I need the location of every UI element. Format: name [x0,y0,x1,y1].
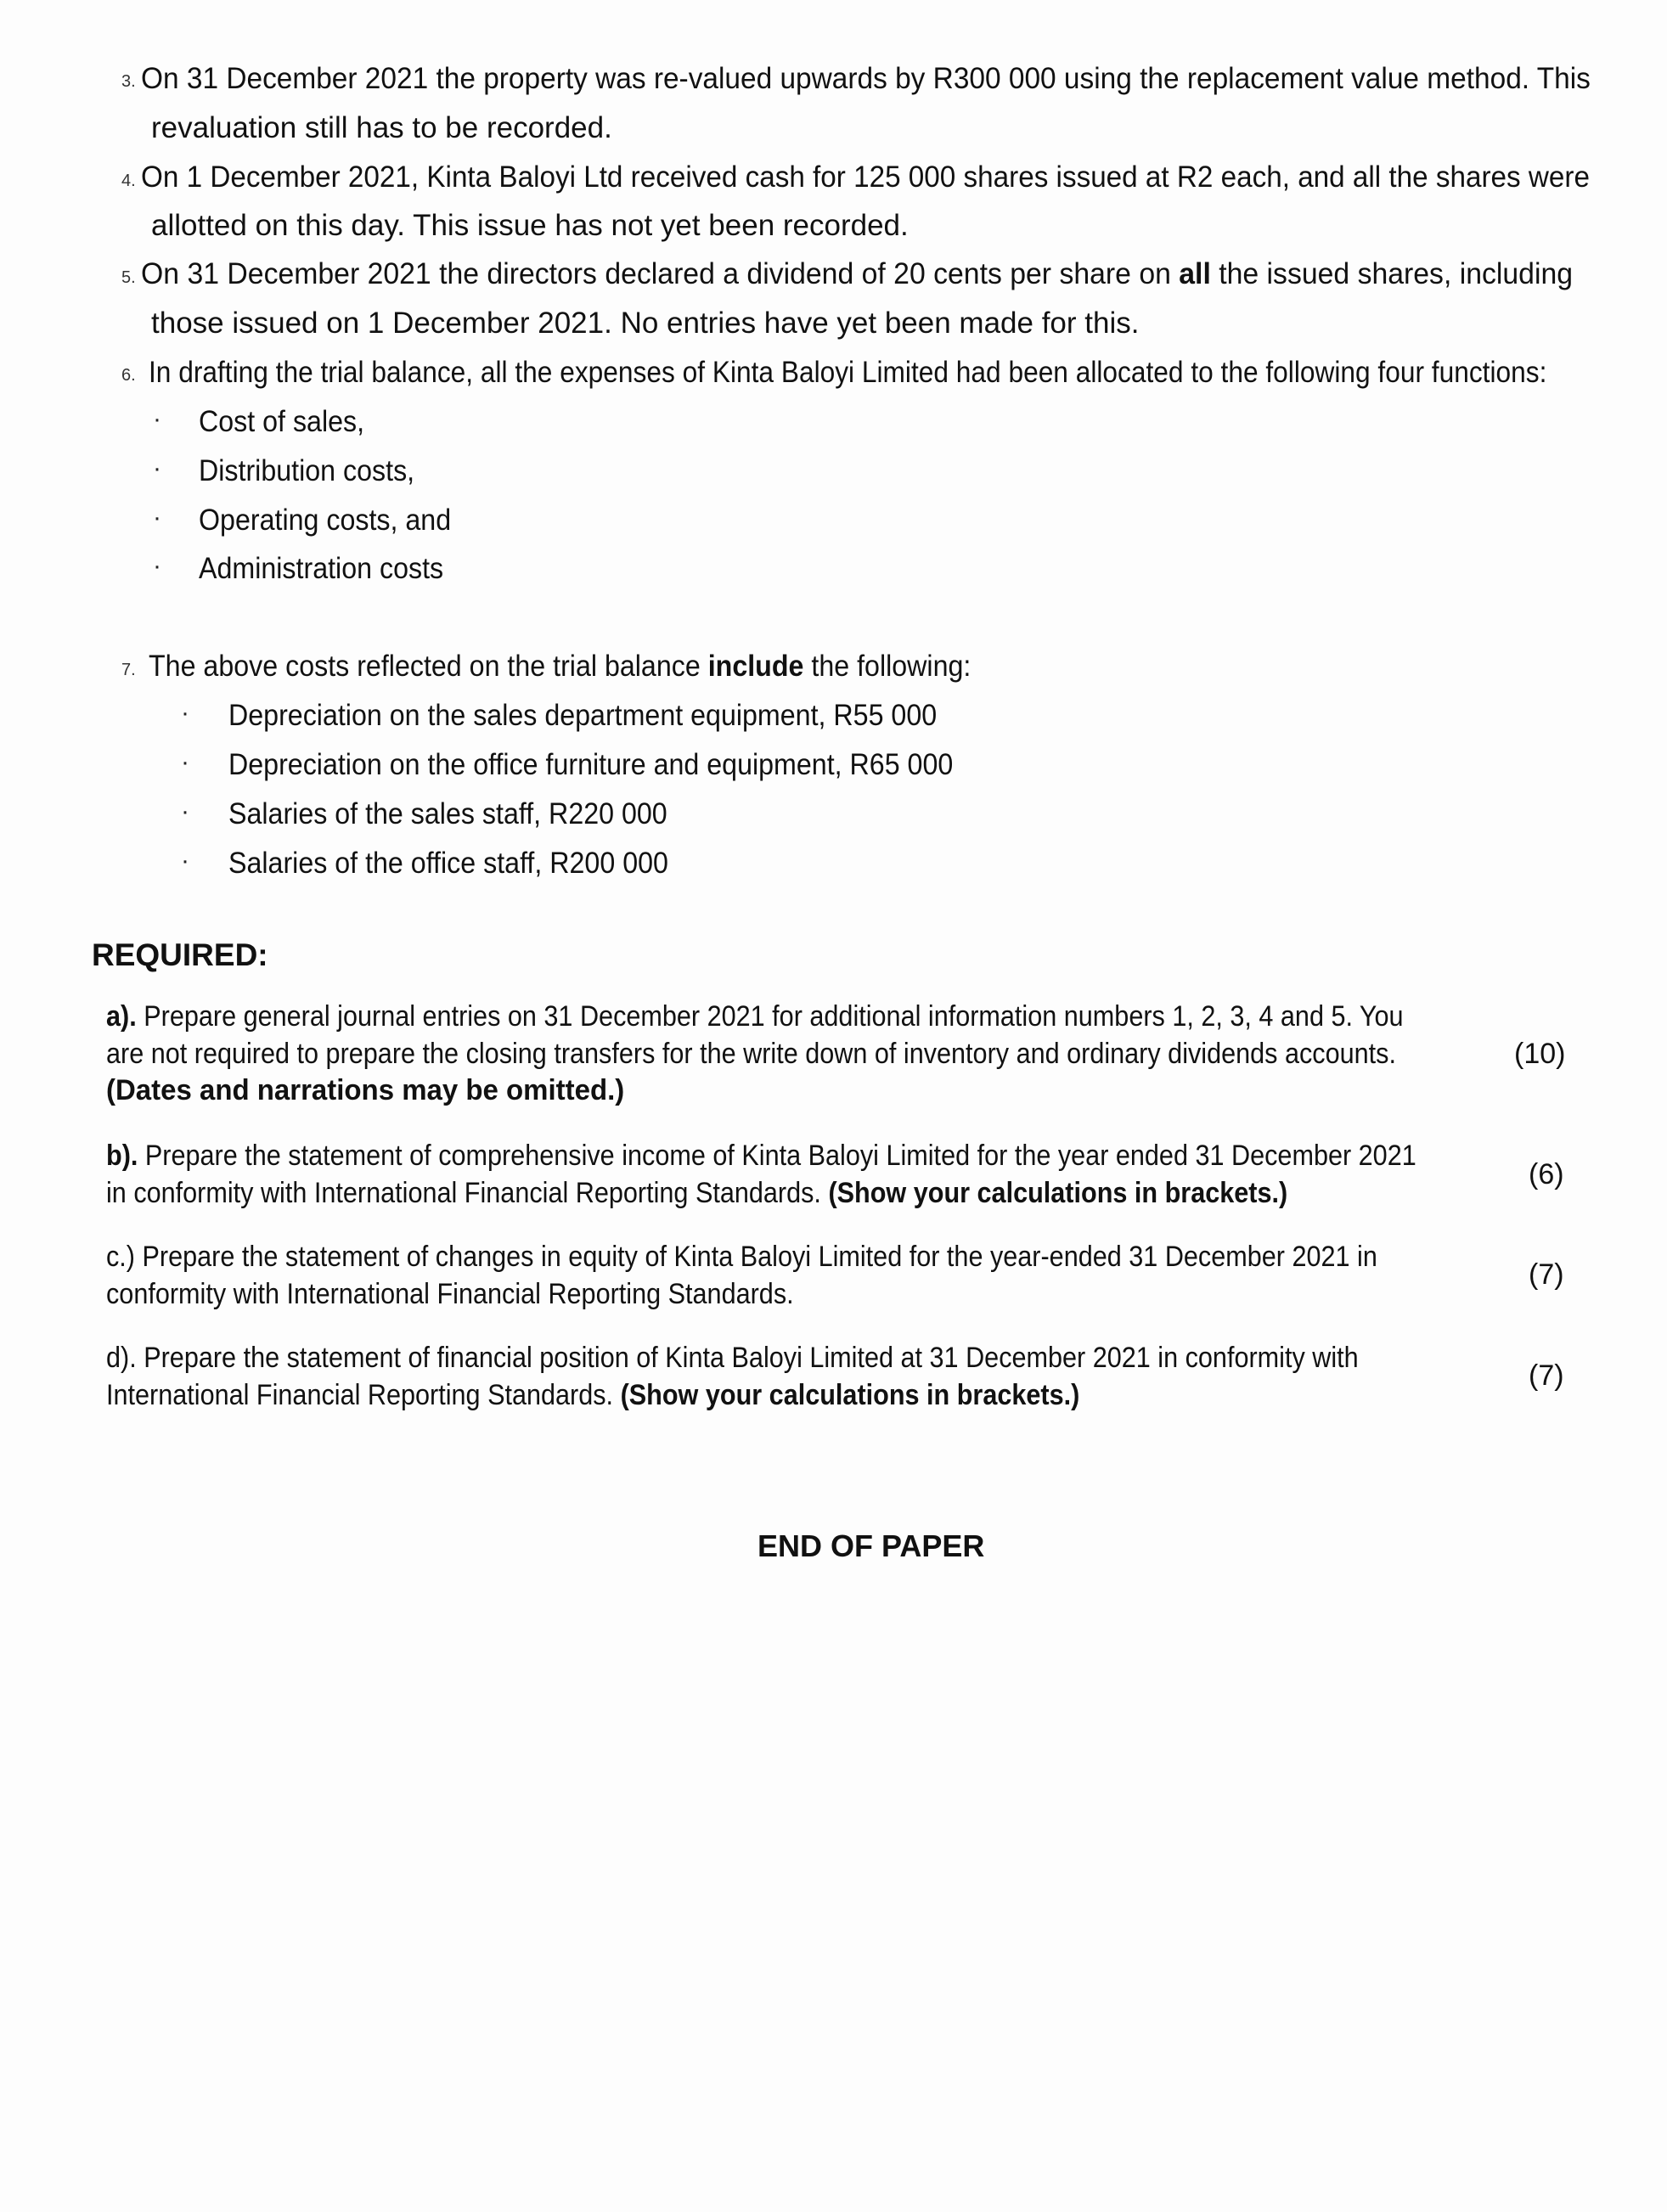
bullet-icon: · [181,847,189,875]
item-number: 4. [121,172,136,190]
item-text-line: revaluation still has to be recorded. [151,111,612,144]
question-marks: (7) [1529,1359,1564,1392]
text-segment: the issued shares, including [1210,257,1574,290]
item-number: 5. [121,268,136,287]
bullet-text: Depreciation on the office furniture and equipment, R65 000 [228,748,954,781]
question-label: a). [106,1000,137,1033]
item-text-line [149,650,971,684]
question-note: (Dates and narrations may be omitted.) [106,1074,625,1106]
bullet-text: Depreciation on the sales department equipment, R55 000 [228,699,938,732]
bullet-text: Operating costs, and [199,504,452,537]
item-number: 3. [121,72,136,91]
bullet-text: Administration costs [199,552,444,585]
question-text-line [106,1140,1416,1173]
bullet-icon: · [153,405,161,433]
text-segment: International Financial Reporting Standards. [106,1379,621,1411]
text-segment: in conformity with International Financial Reporting Standards. [106,1177,829,1209]
emphasis-text: (Show your calculations in brackets.) [620,1379,1080,1411]
item-text-line: allotted on this day. This issue has not yet been recorded. [151,209,909,242]
emphasis-text: (Show your calculations in brackets.) [828,1177,1288,1209]
required-heading: REQUIRED: [92,937,268,972]
question-text-line [106,1000,1404,1033]
bullet-icon: · [181,797,189,825]
bullet-icon: · [181,748,189,776]
bullet-text: Salaries of the sales staff, R220 000 [228,797,667,830]
item-text-line: those issued on 1 December 2021. No entries have yet been made for this. [151,307,1140,340]
bullet-icon: · [153,504,161,532]
item-text-line: In drafting the trial balance, all the expenses of Kinta Baloyi Limited had been allocated to the following four functions: [149,356,1547,389]
item-text-line [141,257,1573,291]
text-segment: On 31 December 2021 the directors declared a dividend of 20 cents per share on [141,257,1180,290]
bullet-text: Distribution costs, [199,454,415,487]
question-text-line: d). Prepare the statement of financial position of Kinta Baloyi Limited at 31 December 2021 in conformity with [106,1342,1359,1374]
text-segment: Prepare general journal entries on 31 December 2021 for additional information numbers 1, 2, 3, 4 and 5. You [136,1000,1404,1033]
text-segment: the following: [803,650,971,683]
end-of-paper: END OF PAPER [757,1528,985,1563]
item-text-line: On 1 December 2021, Kinta Baloyi Ltd received cash for 125 000 shares issued at R2 each, and all the shares were [141,160,1590,194]
question-text-line: c.) Prepare the statement of changes in equity of Kinta Baloyi Limited for the year-ended 31 December 2021 in [106,1241,1377,1273]
question-marks: (7) [1529,1258,1564,1291]
question-text-line [106,1177,1287,1210]
text-segment: The above costs reflected on the trial balance [149,650,708,683]
bullet-icon: · [181,699,189,727]
question-marks: (6) [1529,1158,1564,1190]
bullet-text: Salaries of the office staff, R200 000 [228,847,668,880]
bullet-text: Cost of sales, [199,405,365,438]
item-number: 6. [121,366,136,385]
question-text-line: conformity with International Financial Reporting Standards. [106,1278,794,1310]
emphasis-text: include [707,650,804,683]
item-number: 7. [121,661,136,679]
item-text-line: On 31 December 2021 the property was re-valued upwards by R300 000 using the replacement value method. This [141,62,1591,95]
question-marks: (10) [1514,1038,1566,1070]
emphasis-text: all [1179,257,1211,290]
question-label: b). [106,1140,138,1172]
bullet-icon: · [153,552,161,580]
bullet-icon: · [153,454,161,482]
question-text-line: are not required to prepare the closing transfers for the write down of inventory and ordinary dividends accounts. [106,1038,1396,1070]
question-text-line [106,1379,1079,1412]
text-segment: Prepare the statement of comprehensive income of Kinta Baloyi Limited for the year ended 31 December 2021 [138,1140,1416,1172]
